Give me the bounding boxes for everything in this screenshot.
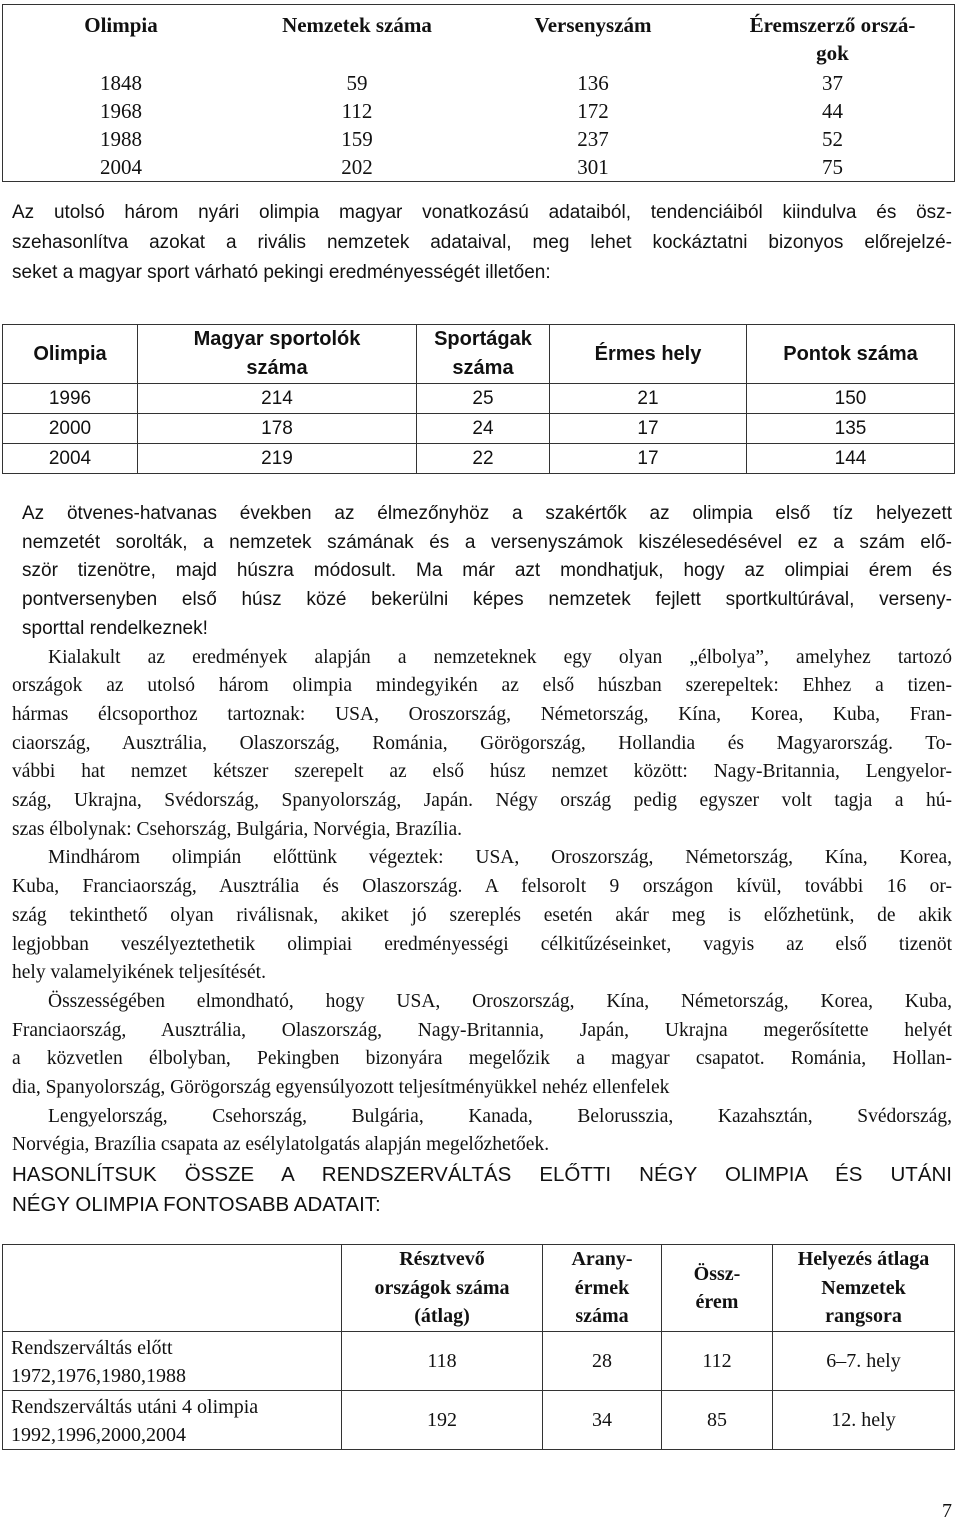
text-line: NÉGY OLIMPIA FONTOSABB ADATAIT: [12,1193,381,1216]
header-line: Arany- [571,1248,633,1271]
row-label-line: Rendszerváltás utáni 4 olimpia [11,1396,259,1418]
regime-change-comparison-table [2,1244,955,1450]
paragraph-elite-group [12,644,952,845]
table-cell: 59 [346,71,368,95]
table-cell: 237 [577,127,609,151]
table-cell: 214 [138,384,417,414]
table-cell: 1996 [3,384,138,414]
table-cell: 22 [417,444,550,474]
text-line: hármas élcsoporthoz tartoznak: USA, Oroszország, Németország, Kína, Korea, Kuba, Fran- [12,703,952,725]
header-medal-countries [711,5,955,70]
header-athletes-line1: Magyar sportolók [193,328,361,350]
table-row [3,414,955,444]
row-label [3,1332,342,1391]
text-line: ször tizenötre, majd húszra módosult. Ma már azt mondhatjuk, hogy az olimpiai érem és [22,560,952,582]
text-line: pontversenyben első húsz közé bekerülni képes nemzetek fejlett sportkultúrával, verseny- [22,589,952,611]
table-cell: 178 [138,414,417,444]
text-line: Az ötvenes-hatvanas években az élmezőnyhöz a szakértők az olimpia első tíz helyezett [22,503,952,524]
header-sports [417,325,550,384]
paragraph-elite-definition [12,500,952,644]
table-cell: 2000 [3,414,138,444]
text-line: nemzetét sorolták, a nemzetek számának és a versenyszámok kiszélesedésével ez a szám elő- [22,531,952,553]
paragraph-rivals [12,844,952,988]
row-label-line: Rendszerváltás előtt [11,1337,173,1359]
text-line: Norvégia, Brazília csapata az esélylatolgatás alapján megelőzhetőek. [12,1134,550,1156]
paragraph-beatable [12,1103,952,1160]
text-line: szehasonlítva azokat a rivális nemzetek adataival, meg lehet kockáztatni bizonyos előrejelzé- [12,232,952,253]
table-cell: 12. hely [773,1391,955,1450]
header-line: országok száma [374,1276,510,1299]
text-line: Összességében elmondható, hogy USA, Oroszország, Kína, Németország, Korea, Kuba, [48,990,952,1012]
header-line: (átlag) [414,1305,470,1328]
table-cell: 85 [662,1391,773,1450]
row-label [3,1391,342,1450]
header-line: érmek [574,1276,630,1299]
header-medal-countries-line2: gok [816,41,849,65]
table-cell: 112 [341,99,373,123]
table-cell: 172 [577,99,609,123]
header-empty [3,1245,342,1332]
text-line: ciaország, Ausztrália, Olaszország, Románia, Görögország, Hollandia és Magyarország. To- [12,732,952,754]
table-cell: 21 [550,384,747,414]
row-label-line: 1992,1996,2000,2004 [11,1424,186,1446]
table-cell: 1848 [100,71,142,95]
table-cell: 144 [747,444,955,474]
header-sports-line1: Sportágak [434,328,532,350]
text-line: vábbi hat nemzet kétszer szerepelt az első húsz nemzet között: Nagy-Britannia, Lengyelor- [12,761,952,783]
table-cell: 1968 [100,99,142,123]
header-gold-medals [543,1245,662,1332]
text-line: sporttal rendelkeznek! [22,617,208,639]
page-number: 7 [942,1500,952,1522]
table-cell: 37 [822,71,843,95]
text-line: Az utolsó három nyári olimpia magyar vonatkozású adataiból, tendenciáiból kiindulva és ösz- [12,202,952,223]
header-line: Össz- [693,1262,741,1285]
table-cell: 159 [341,127,373,151]
table-cell: 34 [543,1391,662,1450]
text-line: Lengyelország, Csehország, Bulgária, Kanada, Belorusszia, Kazahsztán, Svédország, [48,1105,952,1127]
intro-paragraph [12,198,952,288]
text-line: Kuba, Franciaország, Ausztrália és Olaszország. A felsorolt 9 országon kívül, további 16 or- [12,876,952,898]
olympics-nations-table [2,4,955,182]
table-cell: 52 [822,127,843,151]
header-points: Pontok száma [747,325,955,384]
table-row [3,97,955,125]
header-total-medals [662,1245,773,1332]
table-cell: 24 [417,414,550,444]
header-participants [342,1245,543,1332]
table-cell: 17 [550,444,747,474]
table-row [3,69,955,97]
text-line: szág, Ukrajna, Svédország, Spanyolország, Japán. Négy ország pedig egyszer volt tagja a hú- [12,790,952,812]
table-cell: 150 [747,384,955,414]
header-line: érem [695,1291,739,1313]
table-row [3,125,955,153]
header-average-rank [773,1245,955,1332]
table-cell: 219 [138,444,417,474]
table-cell: 135 [747,414,955,444]
table-row [3,153,955,182]
header-sports-line2: száma [452,357,514,379]
header-events: Versenyszám [475,5,711,70]
header-line: Nemzetek [821,1276,906,1299]
text-line: dia, Spanyolország, Görögország egyensúlyozott teljesítményükkel nehéz ellenfelek [12,1077,670,1099]
header-line: Résztvevő [399,1248,485,1271]
table-cell: 2004 [3,153,240,182]
table-cell: 25 [417,384,550,414]
table-cell: 6–7. hely [773,1332,955,1391]
row-label-line: 1972,1976,1980,1988 [11,1365,186,1387]
header-olimpia: Olimpia [3,325,138,384]
header-medal-countries-line1: Éremszerző orszá- [749,13,916,37]
hungarian-results-table [2,324,955,474]
table-row [3,384,955,414]
table-row [3,1332,955,1391]
text-line: Mindhárom olimpián előttünk végeztek: USA, Oroszország, Németország, Kína, Korea, [48,847,952,869]
table-cell: 28 [543,1332,662,1391]
table-cell: 202 [239,153,475,182]
text-line: hely valamelyikének teljesítését. [12,962,266,984]
header-line: rangsora [825,1305,902,1328]
text-line: HASONLÍTSUK ÖSSZE A RENDSZERVÁLTÁS ELŐTTI NÉGY OLIMPIA ÉS UTÁNI [12,1163,952,1186]
paragraph-summary [12,988,952,1103]
text-line: szág tekinthető olyan riválisnak, akiket jó szereplés esetén akár meg is előzhetünk, de akik [12,904,952,926]
table-cell: 112 [662,1332,773,1391]
table-row [3,1391,955,1450]
text-line: Kialakult az eredmények alapján a nemzeteknek egy olyan „élbolya”, amelyhez tartozó [48,646,952,668]
table-cell: 2004 [3,444,138,474]
table-cell: 192 [342,1391,543,1450]
header-athletes-line2: száma [246,357,308,379]
section-heading [12,1160,952,1220]
text-line: országok az utolsó három olimpia mindegyikén az első húszban szerepeltek: Ehhez a tizen- [12,675,952,697]
text-line: szas élbolynak: Csehország, Bulgária, Norvégia, Brazília. [12,818,462,840]
table-cell: 118 [342,1332,543,1391]
header-line: Helyezés átlaga [797,1248,930,1271]
header-medal-places: Érmes hely [550,325,747,384]
table-cell: 301 [475,153,711,182]
table-cell: 136 [577,71,609,95]
header-line: száma [575,1305,629,1328]
text-line: a közvetlen élbolyban, Pekingben bizonyára megelőzik a magyar csapatot. Románia, Hollan- [12,1048,952,1070]
table-cell: 1988 [100,127,142,151]
table-cell: 44 [822,99,843,123]
table-cell: 75 [711,153,955,182]
text-line: seket a magyar sport várható pekingi eredményességét illetően: [12,262,551,283]
body-text [12,500,952,1160]
table-row [3,444,955,474]
header-nations: Nemzetek száma [239,5,475,70]
header-olimpia: Olimpia [3,5,240,70]
text-line: Franciaország, Ausztrália, Olaszország, Nagy-Britannia, Japán, Ukrajna megerősítette helyét [12,1019,952,1041]
table-cell: 17 [550,414,747,444]
text-line: legjobban veszélyeztethetik olimpiai eredményességi célkitűzéseinket, vagyis az első tizenöt [12,933,952,955]
header-athletes [138,325,417,384]
